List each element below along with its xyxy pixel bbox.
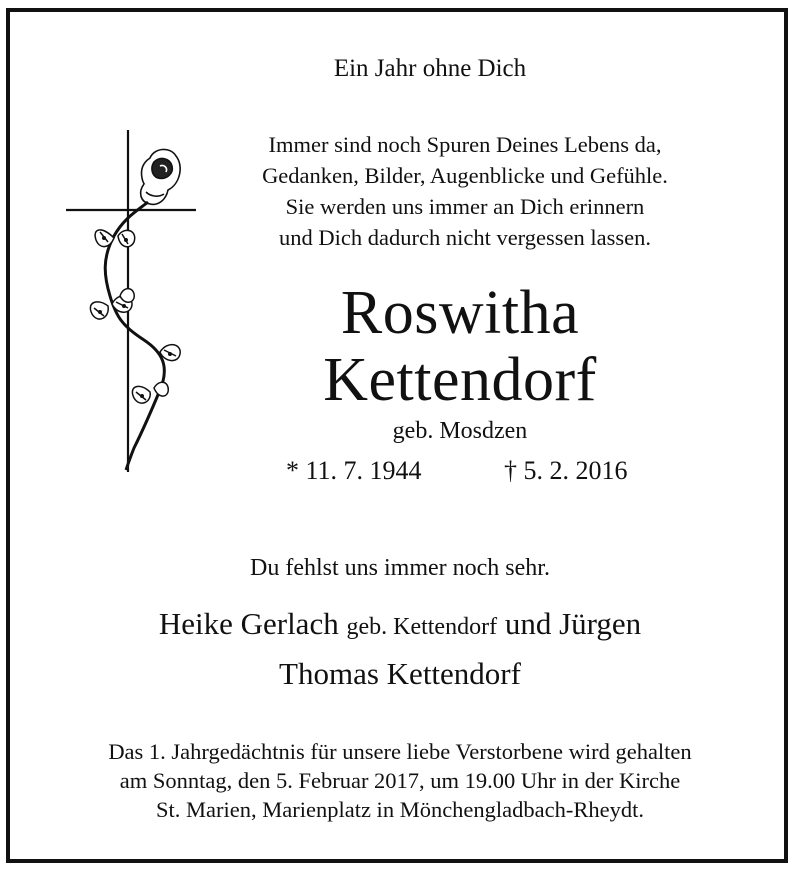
deceased-last-name: Kettendorf [323, 346, 597, 414]
mourners-line-1 [0, 606, 800, 642]
mourner-maiden-name: geb. Kettendorf [346, 614, 498, 640]
poem-line: Immer sind noch Spuren Deines Lebens da, [268, 132, 662, 157]
poem [0, 129, 800, 253]
notice-line: am Sonntag, den 5. Februar 2017, um 19.00 Uhr in der Kirche [119, 768, 681, 793]
closing-line: Du fehlst uns immer noch sehr. [250, 555, 550, 581]
memorial-notice [0, 737, 800, 824]
notice-line: Das 1. Jahrgedächtnis für unsere liebe Verstorbene wird gehalten [108, 739, 692, 764]
mourner-name: Heike Gerlach [158, 606, 339, 641]
poem-line: Gedanken, Bilder, Augenblicke und Gefühle. [262, 163, 668, 188]
maiden-name: geb. Mosdzen [392, 418, 528, 444]
notice-line: St. Marien, Marienplatz in Mönchengladbach-Rheydt. [156, 797, 644, 822]
deceased-first-name: Roswitha [340, 279, 580, 347]
page-title: Ein Jahr ohne Dich [333, 55, 527, 82]
mourners-line-2: Thomas Kettendorf [279, 656, 521, 691]
poem-line: und Dich dadurch nicht vergessen lassen. [279, 225, 651, 250]
poem-line: Sie werden uns immer an Dich erinnern [285, 194, 645, 219]
birth-date: * 11. 7. 1944 [286, 456, 422, 485]
mourner-partner: und Jürgen [504, 606, 642, 641]
death-date: † 5. 2. 2016 [504, 456, 628, 485]
